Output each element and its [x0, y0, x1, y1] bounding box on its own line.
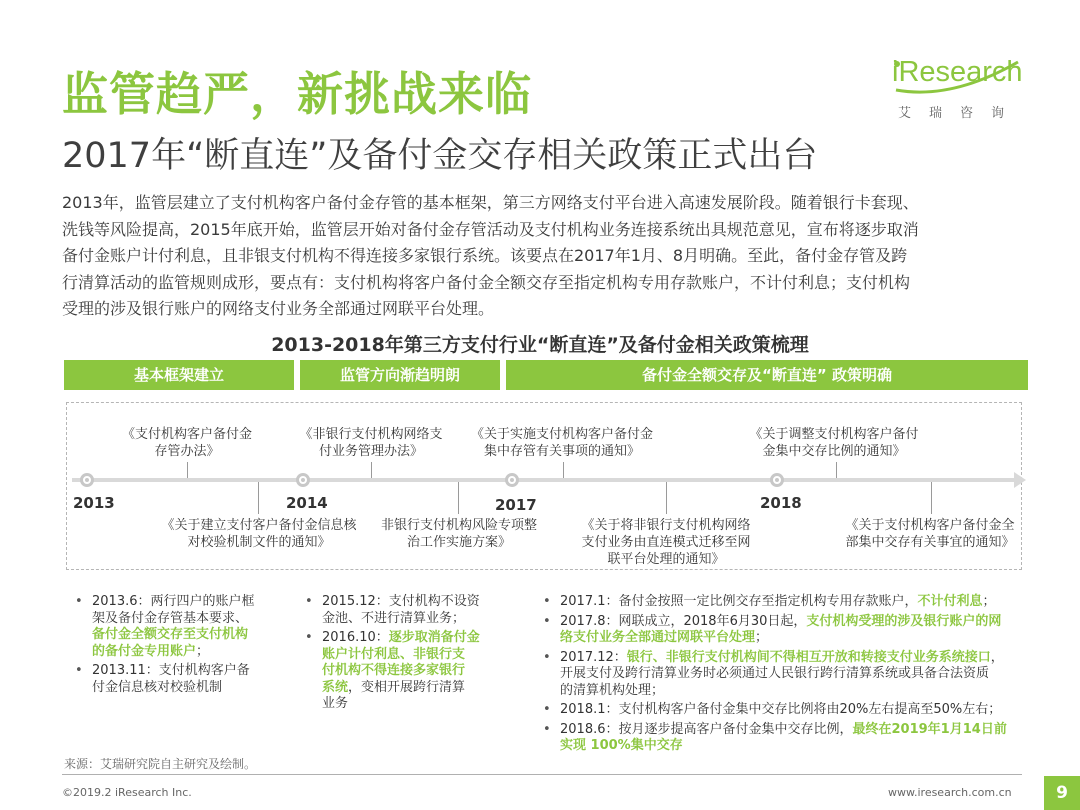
tick-mark	[258, 482, 259, 514]
bullet-highlight: 实现 100%集中交存	[560, 738, 683, 753]
doc-line: 联平台处理的通知》	[607, 552, 725, 567]
footer-divider	[62, 774, 1022, 775]
year-label: 2014	[286, 494, 328, 512]
tick-mark	[458, 482, 459, 514]
policy-doc-2018-top	[742, 426, 926, 460]
bullet-text: • 2018.1：支付机构客户备付金集中交存比例将由20%左右提高至50%左右；	[560, 702, 1002, 717]
doc-line: 《关于调整支付机构客户备付	[749, 427, 919, 442]
year-label: 2013	[73, 494, 115, 512]
doc-line: 集中存管有关事项的通知》	[483, 444, 640, 459]
doc-line: 支付业务由直连模式迁移至网	[581, 535, 751, 550]
bullet-text: ；	[755, 630, 769, 645]
doc-line: 《支付机构客户备付金	[121, 427, 252, 442]
iresearch-logo	[892, 56, 1022, 122]
intro-line: 备付金账户计付利息，且非银支付机构不得连接多家银行系统。该要点在2017年1月、8月明确。至此，备付金存管及跨	[62, 246, 908, 265]
intro-paragraph	[62, 190, 1022, 323]
policy-doc-2014-top	[288, 426, 454, 460]
year-marker-2017	[505, 473, 519, 487]
bullet-column-2	[302, 594, 502, 716]
doc-line: 《关于将非银行支付机构网络	[581, 518, 751, 533]
policy-doc-2014-bottom	[374, 517, 544, 551]
bullet-text: 金池、不进行清算业务；	[322, 610, 466, 626]
bullet-text: 2018.6：按月逐步提高客户备付金集中交存比例，	[560, 721, 853, 737]
list-item	[302, 630, 502, 713]
bullet-text: • 2013.11：支付机构客户备	[92, 663, 250, 678]
policy-doc-2017-top	[462, 426, 662, 460]
list-item	[302, 594, 502, 627]
tick-mark	[836, 462, 837, 478]
year-label: 2018	[760, 494, 802, 512]
bullet-text: 开展支付及跨行清算业务时必须通过人民银行跨行清算系统或具备合法资质	[560, 666, 990, 681]
list-item	[540, 594, 1020, 611]
bullet-text: 2016.10：	[322, 630, 389, 645]
bullet-text: ；	[982, 594, 996, 609]
bullet-highlight: 备付金全额交存至支付机构	[92, 627, 249, 642]
bullet-highlight: 账户计付利息、非银行支	[322, 646, 466, 662]
bullet-text: • 2015.12：支付机构不设资	[322, 594, 480, 609]
intro-line: 2013年，监管层建立了支付机构客户备付金存管的基本框架，第三方网络支付平台进入高速发展阶段。随着银行卡套现、	[62, 193, 919, 212]
intro-line: 洗钱等风险提高，2015年底开始，监管层开始对备付金存管活动及支付机构业务连接系统出具规范意见，宣布将逐步取消	[62, 219, 919, 239]
year-marker-2014	[296, 473, 310, 487]
bullet-highlight: 逐步取消备付金	[388, 630, 480, 645]
timeline-arrow-icon	[1014, 472, 1026, 488]
tick-mark	[371, 462, 372, 478]
doc-line: 《关于支付机构客户备付金全	[845, 518, 1015, 533]
tick-mark	[187, 462, 188, 478]
doc-line: 金集中交存比例的通知》	[762, 444, 906, 459]
bullet-text: ，变相开展跨行清算	[348, 679, 466, 695]
timeline-title: 2013-2018年第三方支付行业“断直连”及备付金相关政策梳理	[271, 334, 809, 356]
list-item	[540, 722, 1020, 755]
doc-line: 部集中交存有关事宜的通知》	[845, 535, 1015, 550]
bullet-text: 付金信息核对校验机制	[92, 679, 223, 695]
page-subtitle: 2017年“断直连”及备付金交存相关政策正式出台	[62, 136, 818, 176]
bullet-text: 架及备付金存管基本要求、	[92, 610, 249, 626]
timeline-axis	[72, 478, 1016, 482]
bullet-text: 2017.8：网联成立，2018年6月30日起，	[560, 613, 807, 629]
bullet-text: ，	[990, 649, 1004, 665]
list-item	[540, 614, 1020, 647]
bullet-column-1	[72, 594, 292, 699]
phase-bar-policy-clarified: 备付金全额交存及“断直连” 政策明确	[506, 360, 1028, 390]
policy-doc-2017-bottom	[572, 517, 760, 568]
bullet-text: 2017.12：	[560, 649, 627, 665]
doc-line: 《关于实施支付机构客户备付金	[470, 427, 653, 442]
doc-line: 治工作实施方案》	[406, 535, 511, 550]
bullet-column-3	[540, 594, 1020, 758]
bullet-text: 的清算机构处理；	[560, 682, 665, 698]
bullet-highlight: 付机构不得连接多家银行	[322, 663, 466, 678]
tick-mark	[563, 462, 564, 478]
intro-line: 行清算活动的监管规则成形，要点有：支付机构将客户备付金全额交存至指定机构专用存款账户，不计付利息；支付机构	[62, 272, 911, 292]
doc-line: 付业务管理办法》	[318, 444, 423, 459]
source-note: 来源：艾瑞研究院自主研究及绘制。	[64, 757, 257, 771]
tick-mark	[666, 482, 667, 514]
year-label: 2017	[495, 496, 537, 514]
bullet-text: • 2013.6：两行四户的账户框	[92, 594, 255, 609]
year-marker-2018	[770, 473, 784, 487]
doc-line: 《非银行支付机构网络支	[299, 427, 443, 442]
policy-doc-2013-bottom	[158, 517, 360, 551]
bullet-highlight: 支付机构受理的涉及银行账户的网	[806, 613, 1002, 629]
doc-line: 《关于建立支付客户备付金信息核	[161, 518, 357, 533]
phase-bar-regulation-clearer: 监管方向渐趋明朗	[300, 360, 500, 390]
page-number: 9	[1044, 776, 1080, 810]
bullet-highlight: 系统	[322, 679, 349, 695]
list-item	[72, 594, 292, 660]
list-item	[540, 702, 1020, 719]
list-item	[540, 650, 1020, 700]
logo-chinese: 艾瑞咨询	[898, 106, 1023, 121]
phase-bar-basic-framework: 基本框架建立	[64, 360, 294, 390]
bullet-highlight: 络支付业务全部通过网联平台处理	[560, 630, 756, 645]
list-item	[72, 663, 292, 696]
bullet-highlight: 最终在2019年1月14日前	[852, 721, 1007, 737]
bullet-highlight: 银行、非银行支付机构间不得相互开放和转接支付业务系统接口	[626, 649, 991, 665]
website-url: www.iresearch.com.cn	[888, 786, 1012, 799]
doc-line: 对校验机制文件的通知》	[187, 535, 331, 550]
bullet-text: ；	[196, 643, 210, 659]
bullet-highlight: 的备付金专用账户	[92, 643, 197, 659]
doc-line: 非银行支付机构风险专项整	[380, 518, 537, 533]
intro-line: 受理的涉及银行账户的网络支付业务全部通过网联平台处理。	[62, 299, 495, 318]
policy-doc-2018-bottom	[840, 517, 1020, 551]
doc-line: 存管办法》	[154, 444, 220, 459]
policy-doc-2013-top	[107, 426, 267, 460]
bullet-highlight: 不计付利息	[917, 594, 983, 609]
tick-mark	[931, 482, 932, 514]
bullet-text: 业务	[322, 696, 349, 711]
copyright: ©2019.2 iResearch Inc.	[62, 786, 192, 799]
page-title: 监管趋严，新挑战来临	[62, 67, 532, 121]
bullet-text: 2017.1：备付金按照一定比例交存至指定机构专用存款账户，	[560, 594, 918, 609]
logo-word: iResearch	[892, 56, 1023, 88]
year-marker-2013	[80, 473, 94, 487]
